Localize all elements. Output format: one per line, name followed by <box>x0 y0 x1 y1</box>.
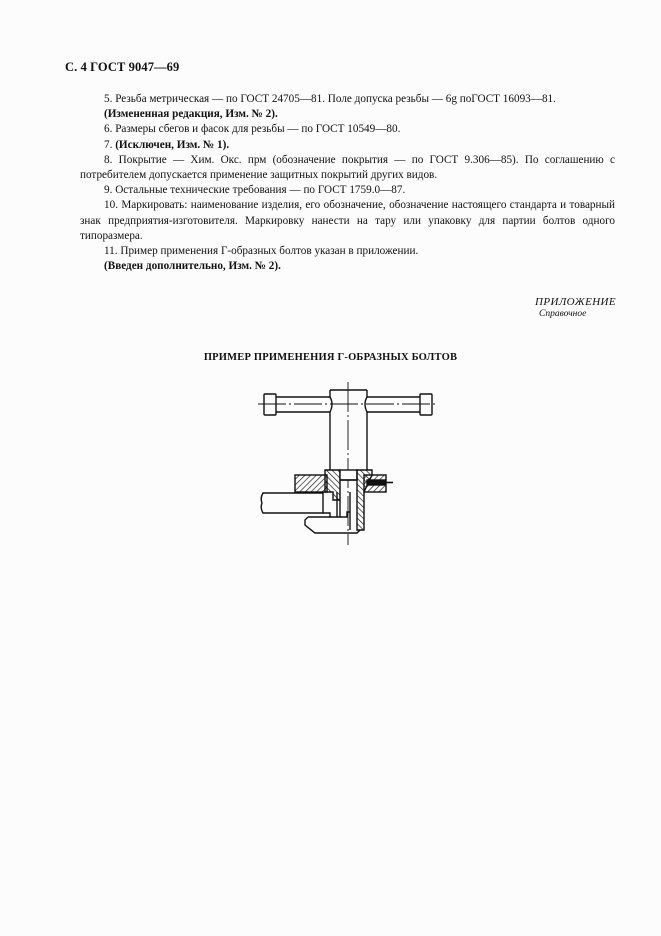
item-number: 7. <box>104 138 113 151</box>
item-text: Маркировать: наименование изделия, его обозначение, обозначение настоящего стандарта и товарный знак предприятия-изготовителя. Маркировку нанести на тару или упаковку для партии болтов одного типоразмера. <box>80 199 616 242</box>
item-number: 9. <box>104 184 113 197</box>
technical-drawing <box>230 380 450 555</box>
appendix-subtitle: Справочное <box>539 309 587 319</box>
item-5 <box>80 92 615 107</box>
body-text <box>80 92 615 274</box>
appendix-label <box>535 296 616 319</box>
item-10 <box>80 198 615 244</box>
item-5-note: (Измененная редакция, Изм. № 2). <box>104 108 278 121</box>
item-text: Остальные технические требования — по ГОСТ 1759.0—87. <box>115 184 406 197</box>
figure-title: ПРИМЕР ПРИМЕНЕНИЯ Г-ОБРАЗНЫХ БОЛТОВ <box>203 352 458 363</box>
item-text: (Исключен, Изм. № 1). <box>115 138 230 151</box>
item-text: Размеры сбегов и фасок для резьбы — по ГОСТ 10549—80. <box>115 123 401 136</box>
item-number: 10. <box>104 199 118 212</box>
item-9 <box>80 183 615 198</box>
item-number: 8. <box>104 153 113 166</box>
page-header: С. 4 ГОСТ 9047—69 <box>65 60 180 74</box>
item-text: Покрытие — Хим. Окс. прм (обозначение покрытия — по ГОСТ 9.306—85). По соглашению с потребителем допускается применение защитных покрытий других видов. <box>80 153 615 182</box>
item-8 <box>80 153 615 183</box>
item-text: Резьба метрическая — по ГОСТ 24705—81. Поле допуска резьбы — 6g поГОСТ 16093—81. <box>115 93 556 105</box>
item-number: 6. <box>104 123 113 136</box>
item-11-note: (Введен дополнительно, Изм. № 2). <box>104 260 281 273</box>
item-number: 11. <box>104 245 118 258</box>
item-7 <box>80 138 615 153</box>
appendix-title: ПРИЛОЖЕНИЕ <box>535 296 616 308</box>
item-11 <box>80 244 615 259</box>
item-text: Пример применения Г-образных болтов указан в приложении. <box>120 245 419 258</box>
item-number: 5. <box>104 93 113 105</box>
item-6 <box>80 122 615 137</box>
